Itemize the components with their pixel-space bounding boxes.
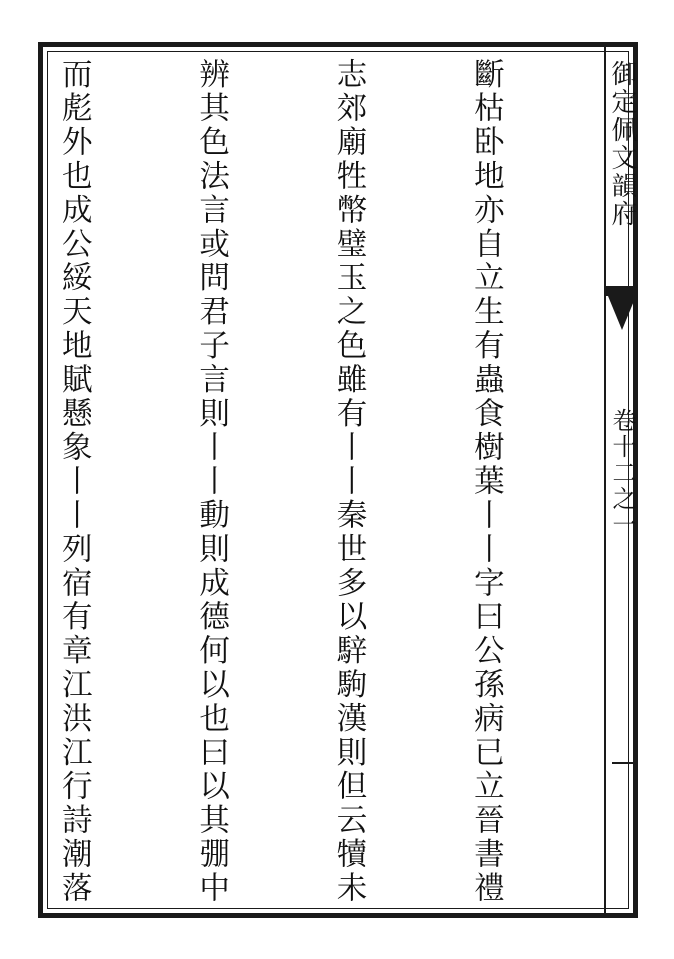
fish-tail-bar [604, 286, 638, 296]
text-column: 志郊廟牲幣璧玉之色雖有丨丨秦世多以騂駒漢則但云犢未 [331, 58, 367, 906]
main-text [50, 58, 600, 908]
text-column: 辨其色法言或問君子言則丨丨動則成德何以也曰以其弸中 [193, 58, 229, 906]
running-title: 御定佩文韻府 [607, 60, 637, 228]
volume-label: 卷十二之一 [608, 408, 636, 538]
margin-rule [612, 762, 634, 764]
text-column: 而彪外也成公綏天地賦懸象丨丨列宿有章江洪江行詩潮落 [56, 58, 92, 906]
fish-tail-mark [608, 296, 636, 330]
text-column: 斷枯卧地亦自立生有蟲食樹葉丨丨字曰公孫病已立晉書禮 [468, 58, 504, 906]
